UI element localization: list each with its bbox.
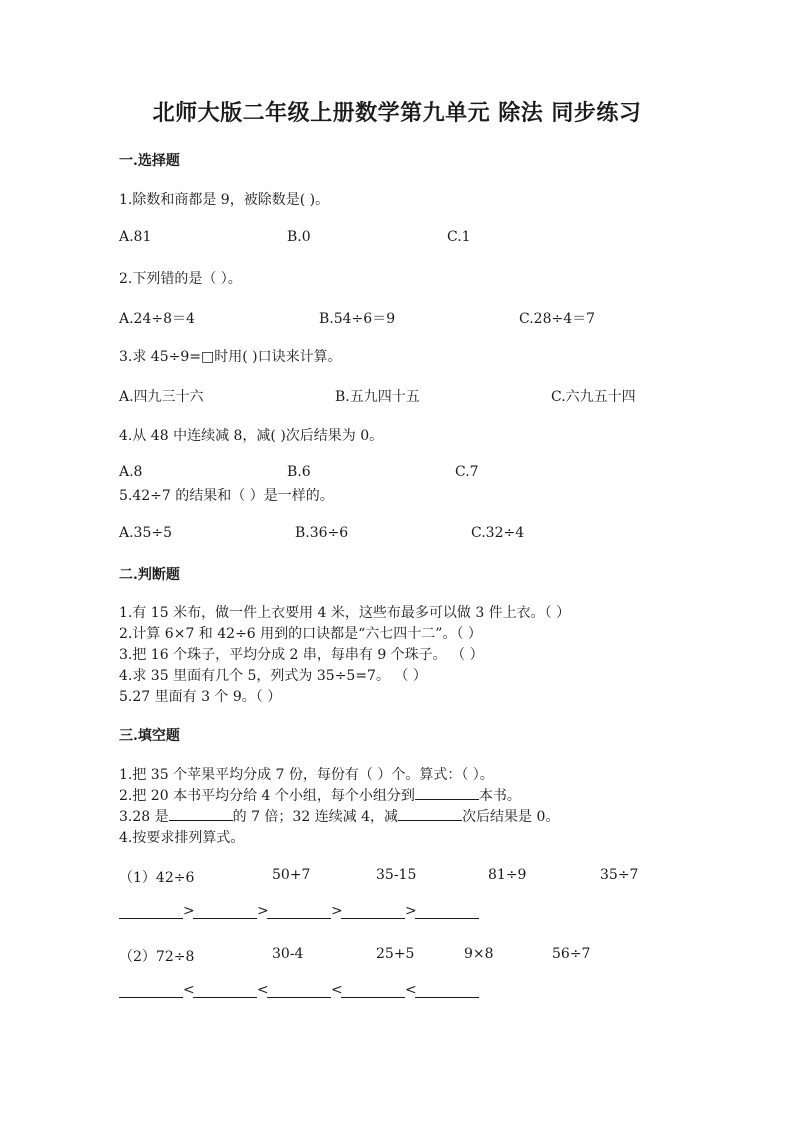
less-than-symbol: < [405,982,417,998]
fill-question-4: 4.按要求排列算式。 [119,830,245,846]
greater-than-symbol: > [183,903,195,919]
choice-question-5: 5.42÷7 的结果和（ ）是一样的。 [119,488,334,504]
choice-q2-option-a: A.24÷8＝4 [119,311,195,327]
order-row2-expr-5: 56÷7 [552,946,591,962]
judge-item-4: 4.求 35 里面有几个 5，列式为 35÷5=7。 （ ） [119,668,427,684]
order-row1-blank-2[interactable] [193,902,257,919]
page-title: 北师大版二年级上册数学第九单元 除法 同步练习 [152,100,642,126]
order-row2-blank-5[interactable] [415,981,479,998]
order-row2-blank-1[interactable] [119,981,183,998]
fill-q3-text-a: 3.28 是 [119,809,169,825]
greater-than-symbol: > [405,903,417,919]
choice-q5-option-a: A.35÷5 [119,525,173,541]
choice-q2-option-b: B.54÷6＝9 [319,311,396,327]
judge-item-3: 3.把 16 个珠子，平均分成 2 串，每串有 9 个珠子。 （ ） [119,647,484,663]
order-row2-blank-2[interactable] [193,981,257,998]
fill-q2-text-before: 2.把 20 本书平均分给 4 个小组，每个小组分到 [119,788,415,804]
fill-question-3 [119,806,559,826]
choice-q1-option-a: A.81 [119,229,152,245]
order-row2-expr-3: 25+5 [376,946,415,962]
choice-question-3: 3.求 45÷9=□时用( )口诀来计算。 [119,349,342,365]
judge-item-2: 2.计算 6×7 和 42÷6 用到的口诀都是“六七四十二”。（ ） [119,626,482,642]
fill-q3-text-b: 的 7 倍；32 连续减 4，减 [232,809,399,825]
order-row2-expr-2: 30-4 [272,946,304,962]
less-than-symbol: < [331,982,343,998]
choice-q1-option-c: C.1 [447,229,471,245]
judge-item-5: 5.27 里面有 3 个 9。（ ） [119,689,282,705]
fill-q3-text-c: 次后结果是 0。 [462,809,560,825]
fill-q2-answer-blank[interactable] [415,785,479,800]
order-row2-expr-1: （2）72÷8 [119,949,195,965]
judge-item-1: 1.有 15 米布，做一件上衣要用 4 米，这些布最多可以做 3 件上衣。（ ） [119,605,571,621]
choice-question-4: 4.从 48 中连续减 8，减( )次后结果为 0。 [119,428,384,444]
fill-q3-blank-2[interactable] [398,806,462,821]
order-row1-expr-5: 35÷7 [600,867,639,883]
order-row2-expr-4: 9×8 [464,946,494,962]
order-row1-answer-chain [119,902,479,919]
greater-than-symbol: > [331,903,343,919]
order-row1-blank-1[interactable] [119,902,183,919]
less-than-symbol: < [257,982,269,998]
choice-question-2: 2.下列错的是（ ）。 [119,271,242,287]
order-row2-blank-3[interactable] [267,981,331,998]
choice-q3-option-b: B.五九四十五 [335,389,420,405]
order-row1-blank-4[interactable] [341,902,405,919]
choice-q1-option-b: B.0 [287,229,311,245]
choice-q4-option-a: A.8 [119,464,143,480]
choice-question-1: 1.除数和商都是 9，被除数是( )。 [119,192,330,208]
order-row1-expr-3: 35-15 [376,867,417,883]
order-row1-blank-3[interactable] [267,902,331,919]
choice-q5-option-c: C.32÷4 [471,525,525,541]
fill-question-1: 1.把 35 个苹果平均分成 7 份，每份有（ ）个。算式：（ ）。 [119,767,494,783]
order-row2-answer-chain [119,981,479,998]
order-row1-expr-2: 50+7 [272,867,311,883]
fill-q2-text-after: 本书。 [478,788,521,804]
choice-q4-option-c: C.7 [455,464,479,480]
section-heading-judge: 二.判断题 [119,567,180,583]
choice-q5-option-b: B.36÷6 [295,525,349,541]
choice-q2-option-c: C.28÷4＝7 [519,311,596,327]
fill-question-2 [119,785,521,805]
choice-q3-option-c: C.六九五十四 [551,389,636,405]
greater-than-symbol: > [257,903,269,919]
section-heading-choice: 一.选择题 [119,153,180,169]
order-row1-expr-1: （1）42÷6 [119,870,195,886]
section-heading-fill: 三.填空题 [119,728,180,744]
choice-q4-option-b: B.6 [287,464,311,480]
choice-q3-option-a: A.四九三十六 [119,389,204,405]
order-row1-expr-4: 81÷9 [488,867,527,883]
less-than-symbol: < [183,982,195,998]
order-row2-blank-4[interactable] [341,981,405,998]
order-row1-blank-5[interactable] [415,902,479,919]
fill-q3-blank-1[interactable] [169,806,233,821]
